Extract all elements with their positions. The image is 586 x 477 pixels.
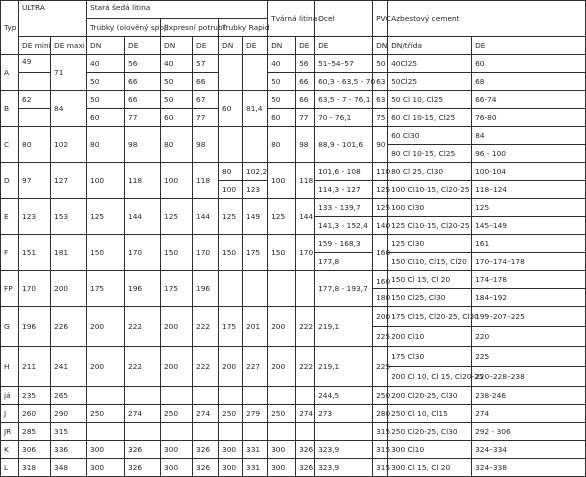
- cell: 222: [193, 347, 219, 387]
- cell-de-mini: 285: [19, 423, 51, 441]
- cell: 40: [161, 55, 193, 73]
- header-azb-de: DE: [472, 37, 586, 55]
- cell: 225: [373, 347, 388, 387]
- cell: 250: [161, 405, 193, 423]
- cell: 274: [193, 405, 219, 423]
- header-expresni-potrubi: Expresní potrubí: [161, 19, 219, 37]
- cell: 66-74: [472, 91, 586, 109]
- header-ultra: ULTRA: [19, 1, 87, 37]
- cell: 118–124: [472, 181, 586, 199]
- cell: 50: [161, 73, 193, 91]
- cell: 201: [243, 307, 268, 347]
- cell: 174–178: [472, 271, 586, 289]
- cell: 149: [243, 199, 268, 235]
- cell: 274: [296, 405, 315, 423]
- cell: 250: [219, 405, 243, 423]
- cell-de-maxi: 102: [51, 127, 87, 163]
- cell: 160: [373, 271, 388, 289]
- cell: 250: [268, 405, 296, 423]
- cell: 81,4: [243, 91, 268, 127]
- header-azbestovy-cement: Azbestový cement: [388, 1, 586, 37]
- cell: 300: [268, 441, 296, 459]
- header-olov-de: DE: [125, 37, 161, 55]
- cell: 63: [373, 73, 388, 91]
- cell: 60,3 - 63,5 - 70: [315, 73, 373, 91]
- cell: 66: [296, 91, 315, 109]
- cell: 250 Cl 10, Cl15: [388, 405, 472, 423]
- cell: 326: [125, 441, 161, 459]
- cell: 196: [125, 271, 161, 307]
- cell: 80 Cl 10-15, Cl25: [388, 145, 472, 163]
- cell: 315: [373, 423, 388, 441]
- cell: 150: [87, 235, 125, 271]
- cell: 331: [243, 459, 268, 477]
- cell: 273: [315, 405, 373, 423]
- cell: 102,2: [243, 163, 268, 181]
- cell: 326: [296, 459, 315, 477]
- header-trubky-rapid: Trubky Rapid: [219, 19, 268, 37]
- cell: 300: [161, 459, 193, 477]
- cell: 84: [472, 127, 586, 145]
- row-type: D: [1, 163, 19, 199]
- cell-de-mini: 211: [19, 347, 51, 387]
- cell: [193, 387, 219, 405]
- row-type: B: [1, 91, 19, 127]
- row-type: K: [1, 441, 19, 459]
- cell: 96 - 100: [472, 145, 586, 163]
- cell: 60: [472, 55, 586, 73]
- cell: 175: [161, 271, 193, 307]
- cell: 77: [193, 109, 219, 127]
- cell-de-maxi: 84: [51, 91, 87, 127]
- row-type: E: [1, 199, 19, 235]
- cell: 324–334: [472, 441, 586, 459]
- cell-de-mini: 49: [19, 55, 51, 73]
- cell: 170: [193, 235, 219, 271]
- cell: 170–174–178: [472, 253, 586, 271]
- cell: 80: [87, 127, 125, 163]
- cell-de-maxi: 71: [51, 55, 87, 91]
- cell: 170: [125, 235, 161, 271]
- cell: [219, 271, 243, 307]
- cell: 118: [296, 163, 315, 199]
- cell: 60: [268, 109, 296, 127]
- cell: 220: [472, 327, 586, 347]
- cell: [19, 109, 51, 127]
- cell: 200: [161, 347, 193, 387]
- cell-de-maxi: 127: [51, 163, 87, 199]
- cell: 66: [193, 73, 219, 91]
- cell: 125: [373, 199, 388, 217]
- cell: 76-80: [472, 109, 586, 127]
- cell: 200 Cl20-25, Cl30: [388, 387, 472, 405]
- cell: 67: [193, 91, 219, 109]
- cell: 150: [161, 235, 193, 271]
- cell: [268, 387, 296, 405]
- cell: 56: [296, 55, 315, 73]
- cell: 100 Cl10-15, Cl20-25: [388, 181, 472, 199]
- cell: 63: [373, 91, 388, 109]
- cell: 300: [87, 459, 125, 477]
- row-type: H: [1, 347, 19, 387]
- cell: 98: [193, 127, 219, 163]
- cell: 110: [373, 163, 388, 181]
- cell-de-mini: 170: [19, 271, 51, 307]
- cell: 199–207–225: [472, 307, 586, 327]
- cell: 50: [87, 73, 125, 91]
- cell: 98: [125, 127, 161, 163]
- cell: 66: [125, 91, 161, 109]
- cell: [268, 423, 296, 441]
- cell: 222: [125, 347, 161, 387]
- row-type: A: [1, 55, 19, 91]
- row-type: F: [1, 235, 19, 271]
- cell: [161, 387, 193, 405]
- cell: 100: [219, 181, 243, 199]
- cell: [296, 387, 315, 405]
- cell: 140: [373, 217, 388, 235]
- cell: 125: [219, 199, 243, 235]
- cell: 274: [125, 405, 161, 423]
- header-rap-dn: DN: [219, 37, 243, 55]
- cell: 101,6 - 108: [315, 163, 373, 181]
- header-tv-dn: DN: [268, 37, 296, 55]
- cell: [125, 387, 161, 405]
- cell: 225: [373, 327, 388, 347]
- cell: 170: [296, 235, 315, 271]
- cell: [219, 127, 243, 163]
- cell: 100: [268, 163, 296, 199]
- cell: 200 Cl10: [388, 327, 472, 347]
- cell: [243, 387, 268, 405]
- cell: 300 Cl 15, Cl 20: [388, 459, 472, 477]
- cell: 70 - 76,1: [315, 109, 373, 127]
- header-pvc: PVC: [373, 1, 388, 37]
- cell: 125: [268, 199, 296, 235]
- cell: 177,8: [315, 253, 373, 271]
- cell: 125: [472, 199, 586, 217]
- cell: 145–149: [472, 217, 586, 235]
- cell-de-maxi: 315: [51, 423, 87, 441]
- cell: 150 Cl 15, Cl 20: [388, 271, 472, 289]
- cell: 323,9: [315, 441, 373, 459]
- row-type: FP: [1, 271, 19, 307]
- cell: 50: [268, 73, 296, 91]
- cell: 66: [125, 73, 161, 91]
- row-type: G: [1, 307, 19, 347]
- header-de-mini: DE mini: [19, 37, 51, 55]
- cell: 326: [193, 441, 219, 459]
- cell: 274: [472, 405, 586, 423]
- cell: 98: [296, 127, 315, 163]
- cell: [87, 423, 125, 441]
- cell: 175: [219, 307, 243, 347]
- cell: 326: [125, 459, 161, 477]
- cell: 225: [472, 347, 586, 367]
- cell-de-mini: 260: [19, 405, 51, 423]
- cell: 160: [373, 235, 388, 271]
- cell: 133 - 139,7: [315, 199, 373, 217]
- cell: 150: [268, 235, 296, 271]
- cell: [161, 423, 193, 441]
- header-olov-dn: DN: [87, 37, 125, 55]
- cell: 50: [268, 91, 296, 109]
- cell: 40Cl25: [388, 55, 472, 73]
- cell: [296, 271, 315, 307]
- header-exp-dn: DN: [161, 37, 193, 55]
- cell: 326: [296, 441, 315, 459]
- cell: [219, 55, 243, 91]
- cell: 175: [243, 235, 268, 271]
- cell: 77: [125, 109, 161, 127]
- cell: 326: [193, 459, 219, 477]
- cell-de-mini: 62: [19, 91, 51, 109]
- cell: 40: [268, 55, 296, 73]
- cell: 300: [268, 459, 296, 477]
- cell: 63,5 - 7 - 76,1: [315, 91, 373, 109]
- header-ocel-de: DE: [315, 37, 373, 55]
- cell: 100 Cl30: [388, 199, 472, 217]
- row-type: J: [1, 405, 19, 423]
- cell: 100: [161, 163, 193, 199]
- cell: 244,5: [315, 387, 373, 405]
- cell: [219, 387, 243, 405]
- cell: 60: [87, 109, 125, 127]
- cell: 50: [161, 91, 193, 109]
- cell: 250 Cl20-25, Cl30: [388, 423, 472, 441]
- cell: 238-246: [472, 387, 586, 405]
- cell-de-mini: 97: [19, 163, 51, 199]
- cell: 125 Cl30: [388, 235, 472, 253]
- cell: 56: [125, 55, 161, 73]
- cell: 118: [125, 163, 161, 199]
- cell: 40: [87, 55, 125, 73]
- cell: 125: [161, 199, 193, 235]
- cell: 219,1: [315, 347, 373, 387]
- cell: 100-104: [472, 163, 586, 181]
- cell: 222: [125, 307, 161, 347]
- cell-de-mini: 80: [19, 127, 51, 163]
- cell-de-maxi: 200: [51, 271, 87, 307]
- cell: 324–338: [472, 459, 586, 477]
- cell: 150: [219, 235, 243, 271]
- cell: 114,3 - 127: [315, 181, 373, 199]
- cell: 80: [161, 127, 193, 163]
- cell: 280: [373, 405, 388, 423]
- cell: 77: [296, 109, 315, 127]
- cell: [193, 423, 219, 441]
- cell: 75: [373, 109, 388, 127]
- cell: 177,8 - 193,7: [315, 271, 373, 307]
- cell: 68: [472, 73, 586, 91]
- row-type: já: [1, 387, 19, 405]
- cell: 300: [87, 441, 125, 459]
- cell: 125: [87, 199, 125, 235]
- cell: 60: [161, 109, 193, 127]
- cell: 57: [193, 55, 219, 73]
- cell: 222: [193, 307, 219, 347]
- cell: 200: [87, 307, 125, 347]
- cell-de-mini: 196: [19, 307, 51, 347]
- header-ocel: Ocel: [315, 1, 373, 37]
- cell-de-maxi: 181: [51, 235, 87, 271]
- cell: 88,9 - 101,6: [315, 127, 373, 163]
- cell: 200: [161, 307, 193, 347]
- cell: 161: [472, 235, 586, 253]
- cell: 118: [193, 163, 219, 199]
- cell: 300: [219, 459, 243, 477]
- cell: 200: [87, 347, 125, 387]
- cell: [296, 423, 315, 441]
- cell: [87, 387, 125, 405]
- cell: [243, 127, 268, 163]
- header-tv-de: DE: [296, 37, 315, 55]
- cell: 227: [243, 347, 268, 387]
- cell: 50Cl25: [388, 73, 472, 91]
- cell: [243, 55, 268, 91]
- cell: 200: [373, 307, 388, 327]
- cell: 50: [87, 91, 125, 109]
- cell-de-mini: 151: [19, 235, 51, 271]
- cell-de-maxi: 336: [51, 441, 87, 459]
- cell-de-maxi: 226: [51, 307, 87, 347]
- cell: 100: [87, 163, 125, 199]
- cell: 60 Cl 10-15, Cl25: [388, 109, 472, 127]
- cell-de-maxi: 290: [51, 405, 87, 423]
- cell: 323,9: [315, 459, 373, 477]
- cell-de-maxi: 241: [51, 347, 87, 387]
- cell: 184–192: [472, 289, 586, 307]
- cell: 175: [87, 271, 125, 307]
- cell: 222: [296, 347, 315, 387]
- cell: 50 Cl 10, Cl25: [388, 91, 472, 109]
- cell: 144: [125, 199, 161, 235]
- cell: 292 - 306: [472, 423, 586, 441]
- cell-de-mini: 235: [19, 387, 51, 405]
- cell: 66: [296, 73, 315, 91]
- cell: 60 Cl30: [388, 127, 472, 145]
- cell-de-maxi: 153: [51, 199, 87, 235]
- cell-de-mini: 306: [19, 441, 51, 459]
- header-exp-de: DE: [193, 37, 219, 55]
- cell: 200: [219, 347, 243, 387]
- row-type: L: [1, 459, 19, 477]
- header-stara-seda-litina: Stará šedá litina: [87, 1, 268, 19]
- cell-de-mini: 318: [19, 459, 51, 477]
- cell: 250: [87, 405, 125, 423]
- cell: 60: [219, 91, 243, 127]
- header-pvc-dn: DN: [373, 37, 388, 55]
- cell: [315, 423, 373, 441]
- cell: 200: [268, 307, 296, 347]
- cell: 125 Cl10-15, Cl20-25: [388, 217, 472, 235]
- cell: 279: [243, 405, 268, 423]
- cell: 144: [193, 199, 219, 235]
- cell: 222: [296, 307, 315, 347]
- cell: 141,3 - 152,4: [315, 217, 373, 235]
- header-tvarna-litina: Tvárná litina: [268, 1, 315, 37]
- header-azb-dn-trida: DN/třída: [388, 37, 472, 55]
- cell: [125, 423, 161, 441]
- cell: 144: [296, 199, 315, 235]
- cell: 175 Cl15, Cl20-25, Cl30: [388, 307, 472, 327]
- cell: 200 Cl 10, Cl 15, Cl20-25: [388, 367, 472, 387]
- header-typ: Typ: [1, 1, 19, 55]
- cell: 315: [373, 459, 388, 477]
- cell: 125: [373, 181, 388, 199]
- cell: 180: [373, 289, 388, 307]
- cell: 300 Cl10: [388, 441, 472, 459]
- cell: [268, 271, 296, 307]
- cell: [219, 423, 243, 441]
- cell: 300: [219, 441, 243, 459]
- cell: 123: [243, 181, 268, 199]
- cell: 219,1: [315, 307, 373, 347]
- row-type: C: [1, 127, 19, 163]
- cell-de-mini: 123: [19, 199, 51, 235]
- cell: 200: [268, 347, 296, 387]
- cell: 90: [373, 127, 388, 163]
- cell: 80: [219, 163, 243, 181]
- cell: 51–54–57: [315, 55, 373, 73]
- cell-de-maxi: 348: [51, 459, 87, 477]
- cell: 315: [373, 441, 388, 459]
- cell: 50: [373, 55, 388, 73]
- cell: 196: [193, 271, 219, 307]
- cell: 250: [373, 387, 388, 405]
- cell: [19, 73, 51, 91]
- cell: 159 - 168,3: [315, 235, 373, 253]
- cell: 220–228–238: [472, 367, 586, 387]
- cell: 300: [161, 441, 193, 459]
- cell: 331: [243, 441, 268, 459]
- header-de-maxi: DE maxi: [51, 37, 87, 55]
- cell: 80 Cl 25, Cl30: [388, 163, 472, 181]
- cell: [243, 271, 268, 307]
- cell: 150 Cl10, Cl15, Cl20: [388, 253, 472, 271]
- cell-de-maxi: 265: [51, 387, 87, 405]
- cell: 175 Cl30: [388, 347, 472, 367]
- cell: 150 Cl25, Cl30: [388, 289, 472, 307]
- header-rap-de: DE: [243, 37, 268, 55]
- row-type: JR: [1, 423, 19, 441]
- cell: 80: [268, 127, 296, 163]
- cell: [243, 423, 268, 441]
- header-trubky-olovene: Trubky (olověný spoj): [87, 19, 161, 37]
